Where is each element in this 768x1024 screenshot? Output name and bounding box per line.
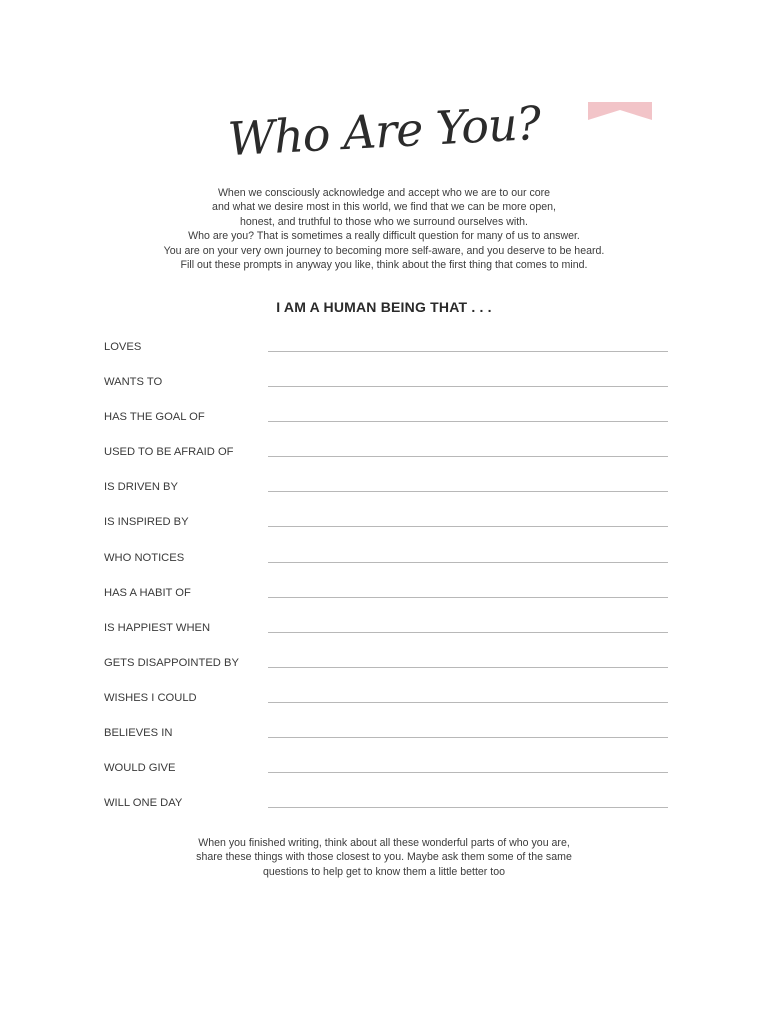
answer-line[interactable]	[268, 597, 668, 598]
intro-line: When we consciously acknowledge and accept who we are to our core	[217, 187, 551, 199]
prompt-label: USED TO BE AFRAID OF	[104, 446, 234, 459]
intro-line: and what we desire most in this world, we find that we can be more open,	[212, 201, 556, 214]
prompt-label: WHO NOTICES	[104, 551, 185, 564]
answer-line[interactable]	[268, 667, 668, 668]
outro-line: share these things with those closest to you. Maybe ask them some of the same	[196, 851, 572, 864]
answer-line[interactable]	[268, 386, 668, 387]
prompt-row-wishes	[104, 687, 668, 722]
prompt-label: WANTS TO	[104, 376, 163, 389]
answer-line[interactable]	[268, 491, 668, 492]
answer-line[interactable]	[268, 562, 668, 563]
prompt-label: WISHES I COULD	[104, 691, 197, 704]
prompt-row-disappointed	[104, 652, 668, 687]
answer-line[interactable]	[268, 702, 668, 703]
prompt-label: GETS DISAPPOINTED BY	[104, 656, 239, 669]
prompt-row-notices	[104, 547, 668, 582]
prompt-list	[104, 336, 668, 827]
answer-line[interactable]	[268, 421, 668, 422]
intro-paragraph	[100, 186, 668, 272]
answer-line[interactable]	[268, 632, 668, 633]
intro-line: Who are you? That is sometimes a really difficult question for many of us to answer.	[188, 230, 580, 243]
prompt-row-would-give	[104, 757, 668, 792]
answer-line[interactable]	[268, 526, 668, 527]
answer-line[interactable]	[268, 737, 668, 738]
prompt-row-believes	[104, 722, 668, 757]
outro-line: When you finished writing, think about all these wonderful parts of who you are,	[198, 837, 570, 849]
page-title: Who Are You?	[226, 95, 542, 167]
prompt-label: HAS A HABIT OF	[104, 586, 191, 599]
prompt-label: IS INSPIRED BY	[104, 516, 189, 529]
answer-line[interactable]	[268, 456, 668, 457]
prompt-label: WILL ONE DAY	[104, 797, 183, 810]
prompt-row-loves	[104, 336, 668, 371]
intro-line: Fill out these prompts in anyway you like, think about the first thing that comes to mind.	[180, 259, 588, 272]
prompt-label: WOULD GIVE	[104, 762, 176, 775]
prompt-row-afraid	[104, 441, 668, 476]
section-heading: I AM A HUMAN BEING THAT . . .	[276, 299, 492, 315]
prompt-row-goal	[104, 406, 668, 441]
outro-line: questions to help get to know them a little better too	[262, 865, 506, 878]
prompt-label: IS HAPPIEST WHEN	[104, 621, 211, 634]
prompt-label: LOVES	[104, 341, 142, 353]
prompt-row-happiest	[104, 617, 668, 652]
prompt-row-inspired	[104, 511, 668, 546]
prompt-label: BELIEVES IN	[104, 727, 173, 740]
closing-paragraph	[120, 836, 648, 879]
prompt-label: IS DRIVEN BY	[104, 481, 178, 494]
answer-line[interactable]	[268, 772, 668, 773]
prompt-row-habit	[104, 582, 668, 617]
prompt-row-driven	[104, 476, 668, 511]
intro-line: You are on your very own journey to becoming more self-aware, and you deserve to be heard.	[163, 244, 605, 257]
prompt-row-one-day	[104, 792, 668, 827]
prompt-label: HAS THE GOAL OF	[104, 411, 205, 424]
prompt-row-wants-to	[104, 371, 668, 406]
intro-line: honest, and truthful to those who we surround ourselves with.	[240, 215, 528, 228]
answer-line[interactable]	[268, 807, 668, 808]
answer-line[interactable]	[268, 351, 668, 352]
